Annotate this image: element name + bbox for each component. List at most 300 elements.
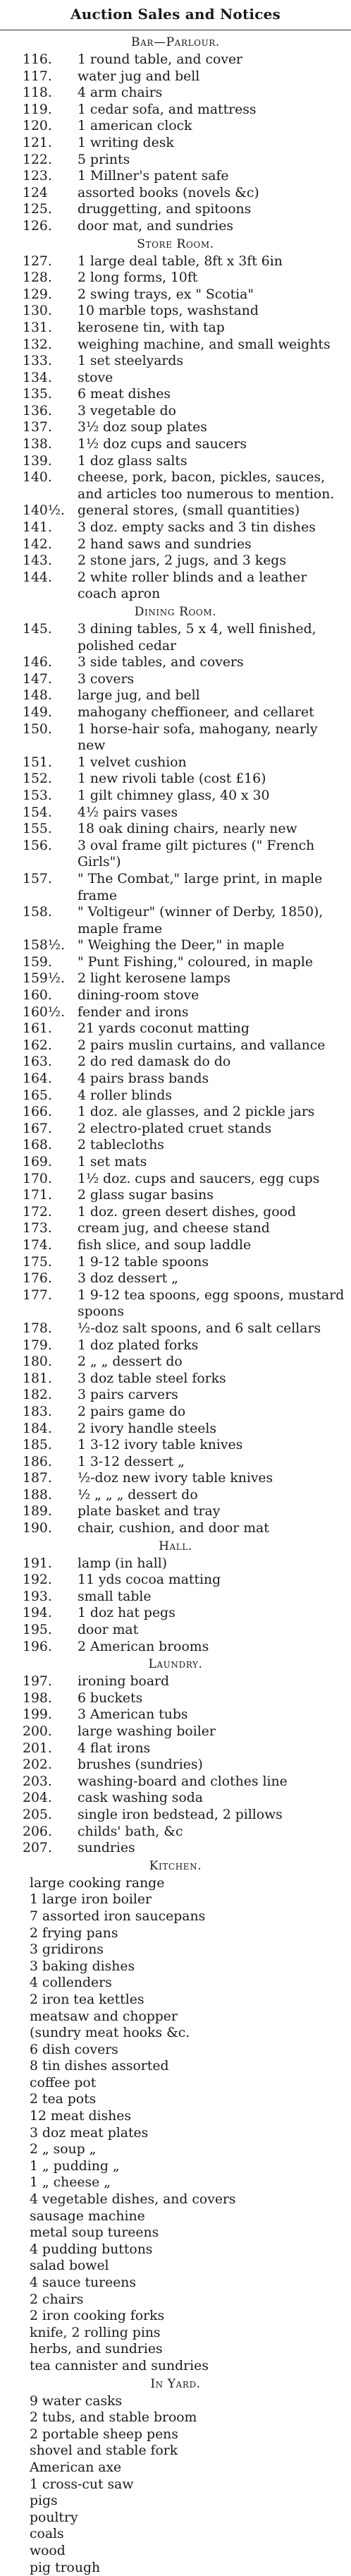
lot-item — [0, 436, 351, 453]
lot-number: 122. — [23, 152, 72, 169]
lot-item — [0, 1942, 351, 1958]
lot-number: 152. — [23, 771, 72, 788]
lot-description: large jug, and bell — [78, 688, 200, 703]
section-laundry — [0, 1655, 351, 1857]
lot-item — [0, 1992, 351, 2009]
section-heading: Laundry. — [0, 1655, 351, 1673]
lot-number: 177. — [23, 1287, 72, 1304]
lot-description: 3 pairs carvers — [78, 1388, 178, 1402]
lot-description: metal soup tureens — [30, 2225, 159, 2240]
lot-item — [0, 1137, 351, 1154]
lot-description: " Punt Fishing," coloured, in maple — [78, 955, 313, 970]
lot-item — [0, 287, 351, 303]
lot-number: 192. — [23, 1572, 72, 1589]
lot-description: 4 pairs brass bands — [78, 1071, 209, 1086]
lot-list — [0, 1555, 351, 1656]
lot-description: 2 white roller blinds and a leather coach apron — [78, 570, 307, 602]
lot-description: 2 „ soup „ — [30, 2142, 96, 2157]
lot-item — [0, 353, 351, 370]
lot-number: 116. — [23, 52, 72, 68]
lot-description: 1½ doz cups and saucers — [78, 437, 247, 452]
lot-description: 2 do red damask do do — [78, 1054, 230, 1069]
lot-number: 172. — [23, 1204, 72, 1221]
lot-number: 173. — [23, 1220, 72, 1237]
lot-item — [0, 1589, 351, 1606]
lot-description: 3 baking dishes — [30, 1959, 135, 1974]
lot-description: 9 water casks — [30, 2394, 122, 2409]
lot-description: 4 sauce tureens — [30, 2275, 136, 2290]
lot-item — [0, 2009, 351, 2026]
lot-description: assorted books (novels &c) — [78, 186, 259, 200]
lot-item — [0, 2409, 351, 2426]
lot-item — [0, 1037, 351, 1054]
section-in-yard — [0, 2375, 351, 2576]
lot-description: 1 writing desk — [78, 136, 174, 150]
lot-description: 7 assorted iron saucepans — [30, 1909, 205, 1924]
lot-description: 1 set steelyards — [78, 354, 183, 368]
lot-item — [0, 2058, 351, 2075]
lot-number: 153. — [23, 788, 72, 805]
lot-description: 18 oak dining chairs, nearly new — [78, 821, 297, 836]
lot-number: 130. — [23, 303, 72, 320]
lot-description: 1 gilt chimney glass, 40 x 30 — [78, 788, 269, 803]
lot-number: 143. — [23, 553, 72, 570]
lot-list — [0, 621, 351, 1537]
lot-item — [0, 1204, 351, 1221]
lot-description: 2 tubs, and stable broom — [30, 2410, 197, 2425]
lot-description: stove — [78, 371, 113, 385]
lot-item — [0, 2526, 351, 2543]
lot-description: 4 flat irons — [78, 1741, 150, 1756]
lot-item — [0, 1503, 351, 1520]
lot-item — [0, 519, 351, 536]
lot-description: poultry — [30, 2510, 78, 2525]
lot-description: weighing machine, and small weights — [78, 337, 331, 352]
lot-item — [0, 2174, 351, 2191]
lot-item — [0, 570, 351, 603]
lot-number: 136. — [23, 403, 72, 420]
lot-item — [0, 2141, 351, 2158]
lot-number: 175. — [23, 1254, 72, 1271]
lot-number: 158. — [23, 904, 72, 921]
lot-item — [0, 1520, 351, 1537]
lot-description: 3 doz. empty sacks and 3 tin dishes — [78, 520, 316, 535]
lot-item — [0, 536, 351, 553]
lot-item — [0, 2225, 351, 2241]
lot-description: 2 pairs muslin curtains, and vallance — [78, 1038, 325, 1053]
lot-number: 150. — [23, 721, 72, 738]
lot-item — [0, 1707, 351, 1723]
lot-item — [0, 185, 351, 202]
lot-number: 200. — [23, 1723, 72, 1740]
lot-description: sundries — [78, 1841, 135, 1855]
lot-item — [0, 754, 351, 771]
lot-description: 4 roller blinds — [78, 1088, 172, 1103]
lot-item — [0, 1371, 351, 1388]
lot-item — [0, 805, 351, 821]
lot-item — [0, 1470, 351, 1487]
lot-list — [0, 253, 351, 603]
lot-item — [0, 2358, 351, 2375]
section-dining-room — [0, 603, 351, 1537]
lot-number: 184. — [23, 1421, 72, 1438]
lot-item — [0, 2510, 351, 2527]
lot-description: 1½ doz. cups and saucers, egg cups — [78, 1172, 319, 1186]
lot-list — [0, 52, 351, 235]
lot-item — [0, 2308, 351, 2325]
lot-number: 199. — [23, 1707, 72, 1723]
lot-item — [0, 1975, 351, 1992]
lot-description: 3 vegetable do — [78, 404, 176, 419]
lot-item — [0, 771, 351, 788]
lot-item — [0, 2208, 351, 2225]
lot-item — [0, 1320, 351, 1337]
lot-item — [0, 1171, 351, 1188]
lot-item — [0, 2493, 351, 2510]
lot-item — [0, 1790, 351, 1807]
lot-item — [0, 1958, 351, 1975]
lot-item — [0, 1555, 351, 1572]
lot-number: 137. — [23, 419, 72, 436]
lot-item — [0, 2560, 351, 2576]
lot-item — [0, 386, 351, 403]
lot-number: 159½. — [23, 970, 72, 987]
lot-item — [0, 2476, 351, 2493]
lot-number: 195. — [23, 1622, 72, 1639]
lot-description: door mat, and sundries — [78, 219, 233, 234]
lot-number: 145. — [23, 621, 72, 638]
lot-item — [0, 1021, 351, 1037]
section-bar-parlour — [0, 33, 351, 235]
lot-description: ½-doz new ivory table knives — [78, 1471, 273, 1486]
lot-number: 176. — [23, 1270, 72, 1287]
lot-item — [0, 904, 351, 937]
lot-description: 3 doz dessert „ — [78, 1271, 178, 1286]
auction-sections — [0, 33, 351, 2576]
lot-description: 4 pudding buttons — [30, 2242, 152, 2257]
lot-description: cask washing soda — [78, 1790, 203, 1805]
lot-description: 3 oval frame gilt pictures (" French Girls") — [78, 838, 314, 870]
lot-number: 167. — [23, 1121, 72, 1138]
lot-number: 126. — [23, 218, 72, 235]
lot-description: door mat — [78, 1623, 138, 1637]
lot-number: 203. — [23, 1774, 72, 1790]
lot-description: 10 marble tops, washstand — [78, 303, 259, 318]
lot-number: 149. — [23, 704, 72, 721]
lot-description: " The Combat," large print, in maple frame — [78, 872, 322, 903]
lot-description: 2 glass sugar basins — [78, 1188, 214, 1203]
lot-item — [0, 1673, 351, 1690]
lot-description: 8 tin dishes assorted — [30, 2059, 168, 2074]
lot-item — [0, 2460, 351, 2476]
lot-item — [0, 52, 351, 68]
lot-number: 205. — [23, 1807, 72, 1824]
lot-item — [0, 987, 351, 1004]
lot-description: salad bowel — [30, 2258, 109, 2273]
lot-description: cheese, pork, bacon, pickles, sauces, and articles too numerous to mention. — [78, 470, 334, 502]
lot-number: 207. — [23, 1840, 72, 1857]
lot-description: meatsaw and chopper — [30, 2009, 178, 2024]
lot-number: 186. — [23, 1454, 72, 1471]
lot-number: 179. — [23, 1337, 72, 1354]
lot-item — [0, 118, 351, 135]
lot-description: 11 yds cocoa matting — [78, 1572, 221, 1587]
lot-number: 171. — [23, 1187, 72, 1204]
lot-description: shovel and stable fork — [30, 2443, 178, 2458]
lot-number: 140½. — [23, 502, 72, 519]
lot-description: 1 „ cheese „ — [30, 2175, 111, 2190]
lot-item — [0, 1840, 351, 1857]
section-store-room — [0, 235, 351, 603]
lot-item — [0, 687, 351, 704]
lot-description: 1 round table, and cover — [78, 52, 242, 67]
lot-description: 2 frying pans — [30, 1926, 118, 1941]
lot-item — [0, 1690, 351, 1707]
lot-item — [0, 1270, 351, 1287]
lot-description: 4 arm chairs — [78, 85, 162, 100]
lot-description: dining-room stove — [78, 988, 199, 1003]
lot-description: 6 meat dishes — [78, 387, 171, 402]
lot-description: 2 stone jars, 2 jugs, and 3 kegs — [78, 553, 286, 568]
lot-item — [0, 2393, 351, 2410]
lot-number: 144. — [23, 570, 72, 586]
lot-description: 1 „ pudding „ — [30, 2159, 120, 2174]
lot-item — [0, 1454, 351, 1471]
lot-description: 2 hand saws and sundries — [78, 537, 252, 552]
lot-description: 3 American tubs — [78, 1707, 187, 1722]
lot-number: 119. — [23, 102, 72, 119]
lot-description: kerosene tin, with tap — [78, 320, 225, 335]
lot-number: 135. — [23, 386, 72, 403]
lot-description: 2 long forms, 10ft — [78, 270, 197, 285]
lot-number: 132. — [23, 337, 72, 354]
lot-description: 1 doz hat pegs — [78, 1606, 176, 1620]
lot-item — [0, 2258, 351, 2275]
lot-item — [0, 2292, 351, 2309]
lot-number: 154. — [23, 805, 72, 821]
lot-description: 4 vegetable dishes, and covers — [30, 2192, 236, 2207]
lot-description: 1 new rivoli table (cost £16) — [78, 771, 266, 786]
lot-description: washing-board and clothes line — [78, 1774, 288, 1789]
lot-description: small table — [78, 1589, 152, 1604]
lot-description: 3 side tables, and covers — [78, 655, 244, 670]
lot-description: 1 Millner's patent safe — [78, 169, 229, 183]
section-heading: In Yard. — [0, 2375, 351, 2393]
lot-description: 1 large deal table, 8ft x 3ft 6in — [78, 254, 283, 269]
lot-number: 160. — [23, 987, 72, 1004]
lot-description: 5 prints — [78, 152, 130, 167]
lot-item — [0, 1723, 351, 1740]
lot-description: brushes (sundries) — [78, 1757, 203, 1772]
lot-description: 1 cedar sofa, and mattress — [78, 102, 257, 117]
section-kitchen — [0, 1857, 351, 2375]
lot-number: 142. — [23, 536, 72, 553]
lot-item — [0, 1605, 351, 1622]
lot-number: 139. — [23, 453, 72, 470]
lot-item — [0, 1071, 351, 1088]
lot-item — [0, 1572, 351, 1589]
lot-item — [0, 303, 351, 320]
lot-description: water jug and bell — [78, 69, 199, 84]
lot-number: 151. — [23, 754, 72, 771]
lot-description: 1 cross-cut saw — [30, 2477, 133, 2492]
lot-item — [0, 1437, 351, 1454]
lot-item — [0, 2108, 351, 2125]
lot-description: 1 american clock — [78, 119, 192, 133]
lot-item — [0, 1354, 351, 1371]
lot-description: 2 portable sheep pens — [30, 2427, 178, 2442]
lot-number: 155. — [23, 821, 72, 838]
lot-item — [0, 1387, 351, 1404]
lot-number: 181. — [23, 1371, 72, 1388]
lot-description: 2 pairs game do — [78, 1404, 185, 1419]
lot-number: 194. — [23, 1605, 72, 1622]
lot-item — [0, 320, 351, 337]
lot-number: 178. — [23, 1320, 72, 1337]
lot-item — [0, 1639, 351, 1656]
lot-item — [0, 135, 351, 152]
lot-description: 2 tablecloths — [78, 1138, 164, 1152]
lot-item — [0, 838, 351, 871]
lot-item — [0, 704, 351, 721]
lot-item — [0, 102, 351, 119]
lot-item — [0, 954, 351, 971]
lot-number: 118. — [23, 85, 72, 102]
lot-item — [0, 2241, 351, 2258]
lot-description: sausage machine — [30, 2209, 145, 2224]
lot-description: 1 9-12 table spoons — [78, 1255, 209, 1270]
lot-number: 120. — [23, 118, 72, 135]
lot-item — [0, 1622, 351, 1639]
lot-item — [0, 1774, 351, 1790]
section-heading: Dining Room. — [0, 603, 351, 621]
lot-number: 127. — [23, 253, 72, 270]
lot-item — [0, 1337, 351, 1354]
lot-description: single iron bedstead, 2 pillows — [78, 1807, 283, 1822]
lot-number: 170. — [23, 1171, 72, 1188]
lot-item — [0, 2042, 351, 2059]
lot-description: coals — [30, 2527, 64, 2541]
lot-list — [0, 1673, 351, 1857]
lot-item — [0, 1824, 351, 1841]
lot-number: 123. — [23, 168, 72, 185]
lot-description: (sundry meat hooks &c. — [30, 2026, 190, 2040]
lot-item — [0, 721, 351, 754]
lot-number: 204. — [23, 1790, 72, 1807]
lot-item — [0, 1891, 351, 1908]
lot-item — [0, 218, 351, 235]
lot-item — [0, 85, 351, 102]
lot-number: 159. — [23, 954, 72, 971]
lot-item — [0, 270, 351, 287]
lot-number: 147. — [23, 671, 72, 688]
lot-item — [0, 2325, 351, 2342]
lot-item — [0, 654, 351, 671]
lot-item — [0, 1237, 351, 1254]
section-heading: Hall. — [0, 1537, 351, 1555]
lot-item — [0, 370, 351, 387]
lot-description: plate basket and tray — [78, 1504, 220, 1519]
lot-description: 1 horse-hair sofa, mahogany, nearly new — [78, 722, 317, 754]
lot-number: 134. — [23, 370, 72, 387]
lot-number: 169. — [23, 1154, 72, 1171]
lot-description: 6 buckets — [78, 1691, 142, 1706]
lot-number: 183. — [23, 1404, 72, 1421]
lot-description: 2 ivory handle steels — [78, 1421, 216, 1436]
lot-number: 198. — [23, 1690, 72, 1707]
lot-item — [0, 937, 351, 954]
lot-item — [0, 2275, 351, 2292]
section-hall — [0, 1537, 351, 1656]
lot-description: 2 chairs — [30, 2292, 83, 2307]
lot-number: 124 — [23, 185, 72, 202]
lot-description: druggetting, and spitoons — [78, 202, 251, 217]
lot-item — [0, 871, 351, 904]
lot-description: pigs — [30, 2493, 58, 2508]
lot-number: 129. — [23, 287, 72, 303]
lot-description: American axe — [30, 2460, 121, 2475]
lot-description: 21 yards coconut matting — [78, 1021, 250, 1036]
lot-description: large cooking range — [30, 1876, 164, 1891]
lot-description: ½-doz salt spoons, and 6 salt cellars — [78, 1321, 321, 1336]
lot-number: 156. — [23, 838, 72, 855]
lot-item — [0, 403, 351, 420]
lot-item — [0, 253, 351, 270]
lot-item — [0, 1121, 351, 1138]
lot-item — [0, 453, 351, 470]
lot-number: 174. — [23, 1237, 72, 1254]
lot-number: 189. — [23, 1503, 72, 1520]
lot-description: general stores, (small quantities) — [78, 503, 300, 518]
lot-item — [0, 788, 351, 805]
lot-item — [0, 2158, 351, 2175]
lot-description: 2 light kerosene lamps — [78, 971, 230, 986]
lot-number: 187. — [23, 1470, 72, 1487]
lot-description: 1 doz plated forks — [78, 1338, 198, 1353]
lot-description: 1 doz. ale glasses, and 2 pickle jars — [78, 1105, 314, 1119]
lot-description: 2 tea pots — [30, 2092, 96, 2107]
lot-item — [0, 1487, 351, 1504]
lot-item — [0, 168, 351, 185]
lot-number: 168. — [23, 1137, 72, 1154]
lot-number: 138. — [23, 436, 72, 453]
lot-number: 163. — [23, 1054, 72, 1071]
lot-description: herbs, and sundries — [30, 2342, 163, 2357]
lot-description: 2 swing trays, ex " Scotia" — [78, 287, 254, 302]
lot-number: 180. — [23, 1354, 72, 1371]
lot-description: 2 iron tea kettles — [30, 1992, 144, 2007]
lot-number: 166. — [23, 1104, 72, 1121]
lot-description: 6 dish covers — [30, 2042, 118, 2057]
lot-item — [0, 1220, 351, 1237]
lot-description: " Voltigeur" (winner of Derby, 1850), maple frame — [78, 905, 323, 937]
lot-description: 3 dining tables, 5 x 4, well finished, polished cedar — [78, 622, 316, 654]
lot-description: 3½ doz soup plates — [78, 420, 207, 435]
lot-item — [0, 821, 351, 838]
lot-description: tea cannister and sundries — [30, 2359, 209, 2373]
lot-number: 128. — [23, 270, 72, 287]
lot-description: " Weighing the Deer," in maple — [78, 938, 284, 953]
lot-item — [0, 1254, 351, 1271]
lot-item — [0, 2426, 351, 2443]
lot-item — [0, 2443, 351, 2460]
lot-number: 202. — [23, 1757, 72, 1774]
lot-number: 161. — [23, 1021, 72, 1037]
lot-number: 185. — [23, 1437, 72, 1454]
lot-number: 193. — [23, 1589, 72, 1606]
lot-description: ironing board — [78, 1674, 169, 1689]
lot-item — [0, 1054, 351, 1071]
